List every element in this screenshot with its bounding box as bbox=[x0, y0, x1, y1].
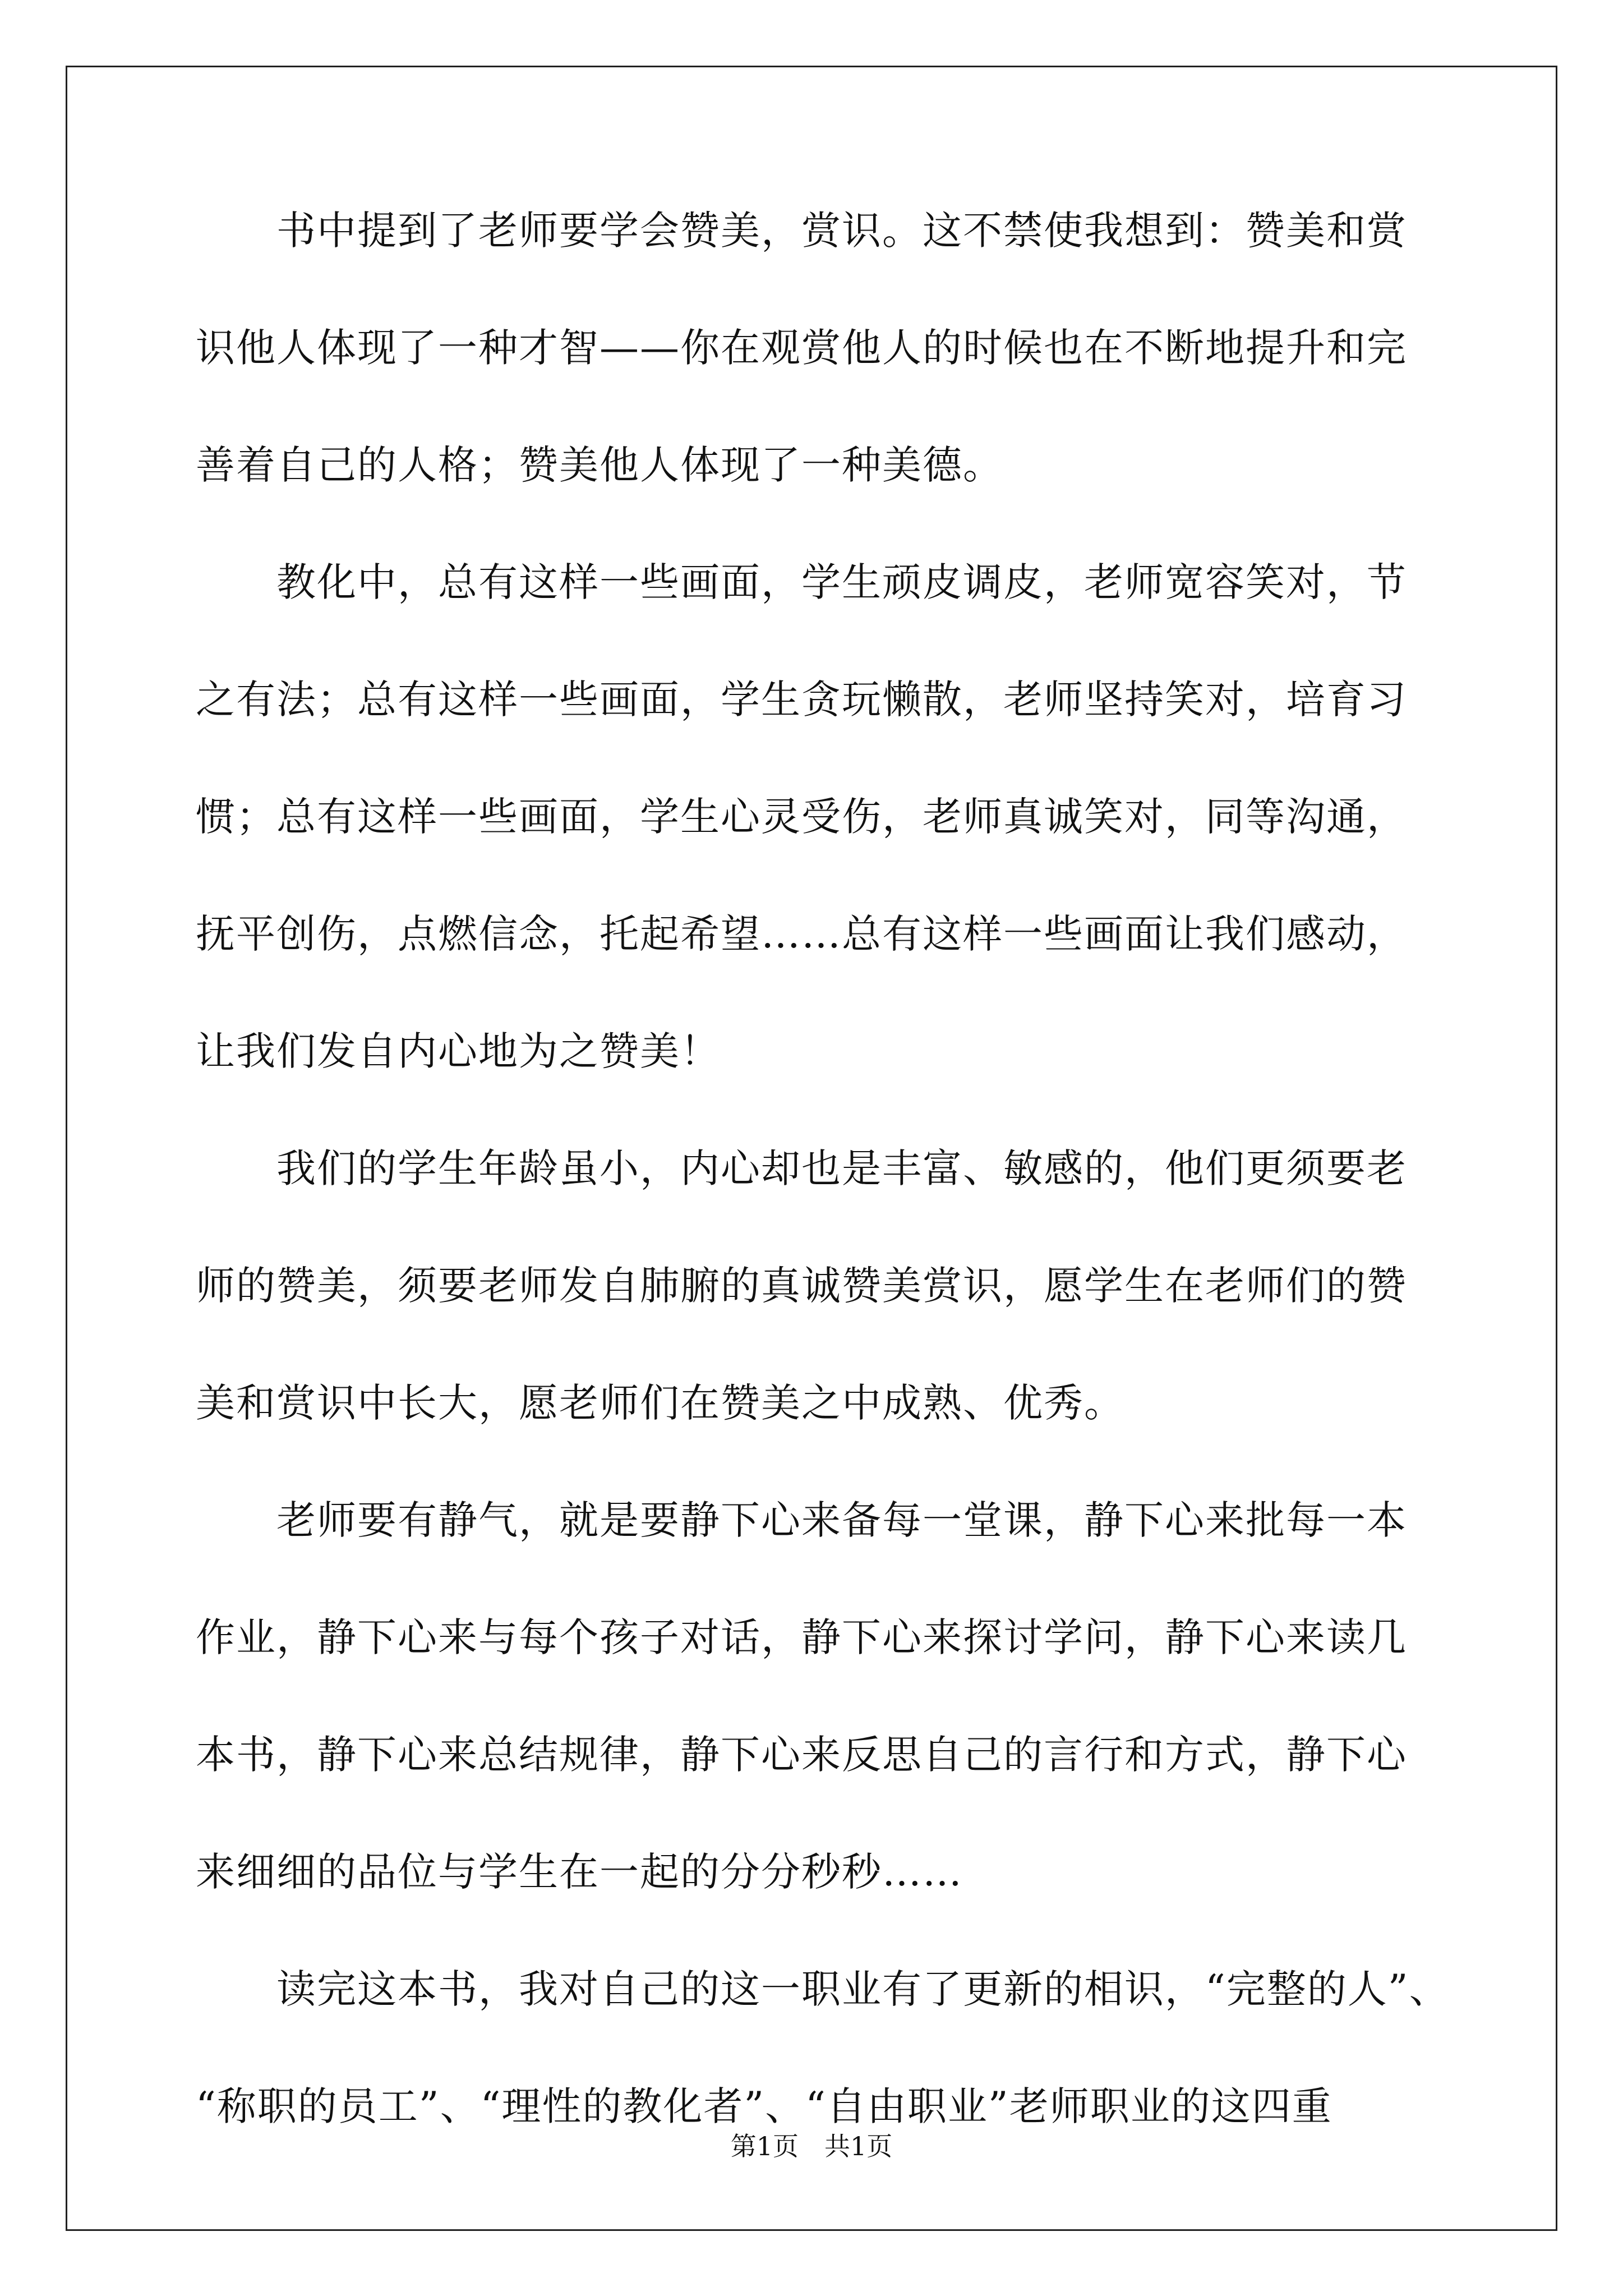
text-line: 识他人体现了一种才智——你在观赏他人的时候也在不断地提升和完 bbox=[196, 325, 1407, 371]
text-line: 书中提到了老师要学会赞美，赏识。这不禁使我想到：赞美和赏 bbox=[196, 208, 1407, 254]
page-footer: 第1页 共1页 bbox=[730, 2131, 893, 2161]
text-line: 老师要有静气，就是要静下心来备每一堂课，静下心来批每一本 bbox=[196, 1497, 1407, 1543]
text-line: 之有法；总有这样一些画面，学生贪玩懒散，老师坚持笑对，培育习 bbox=[196, 677, 1407, 723]
text-line: 美和赏识中长大，愿老师们在赞美之中成熟、优秀。 bbox=[196, 1380, 1124, 1426]
text-line: 师的赞美，须要老师发自肺腑的真诚赞美赏识，愿学生在老师们的赞 bbox=[196, 1263, 1407, 1309]
text-line: 教化中，总有这样一些画面，学生顽皮调皮，老师宽容笑对，节 bbox=[196, 559, 1407, 605]
text-line: 来细细的品位与学生在一起的分分秒秒…… bbox=[196, 1849, 963, 1895]
text-line: 作业，静下心来与每个孩子对话，静下心来探讨学问，静下心来读几 bbox=[196, 1614, 1407, 1660]
text-line: 我们的学生年龄虽小，内心却也是丰富、敏感的，他们更须要老 bbox=[196, 1145, 1407, 1191]
text-line: 让我们发自内心地为之赞美！ bbox=[196, 1028, 721, 1074]
text-line: 惯；总有这样一些画面，学生心灵受伤，老师真诚笑对，同等沟通， bbox=[196, 794, 1407, 840]
text-line: 善着自己的人格；赞美他人体现了一种美德。 bbox=[196, 442, 1003, 488]
text-line: “称职的员工”、“理性的教化者”、“自由职业”老师职业的这四重 bbox=[196, 2083, 1332, 2129]
text-line: 抚平创伤，点燃信念，托起希望……总有这样一些画面让我们感动， bbox=[196, 911, 1407, 957]
text-line: 本书，静下心来总结规律，静下心来反思自己的言行和方式，静下心 bbox=[196, 1732, 1407, 1778]
text-line: 读完这本书，我对自己的这一职业有了更新的相识，“完整的人”、 bbox=[196, 1966, 1450, 2012]
